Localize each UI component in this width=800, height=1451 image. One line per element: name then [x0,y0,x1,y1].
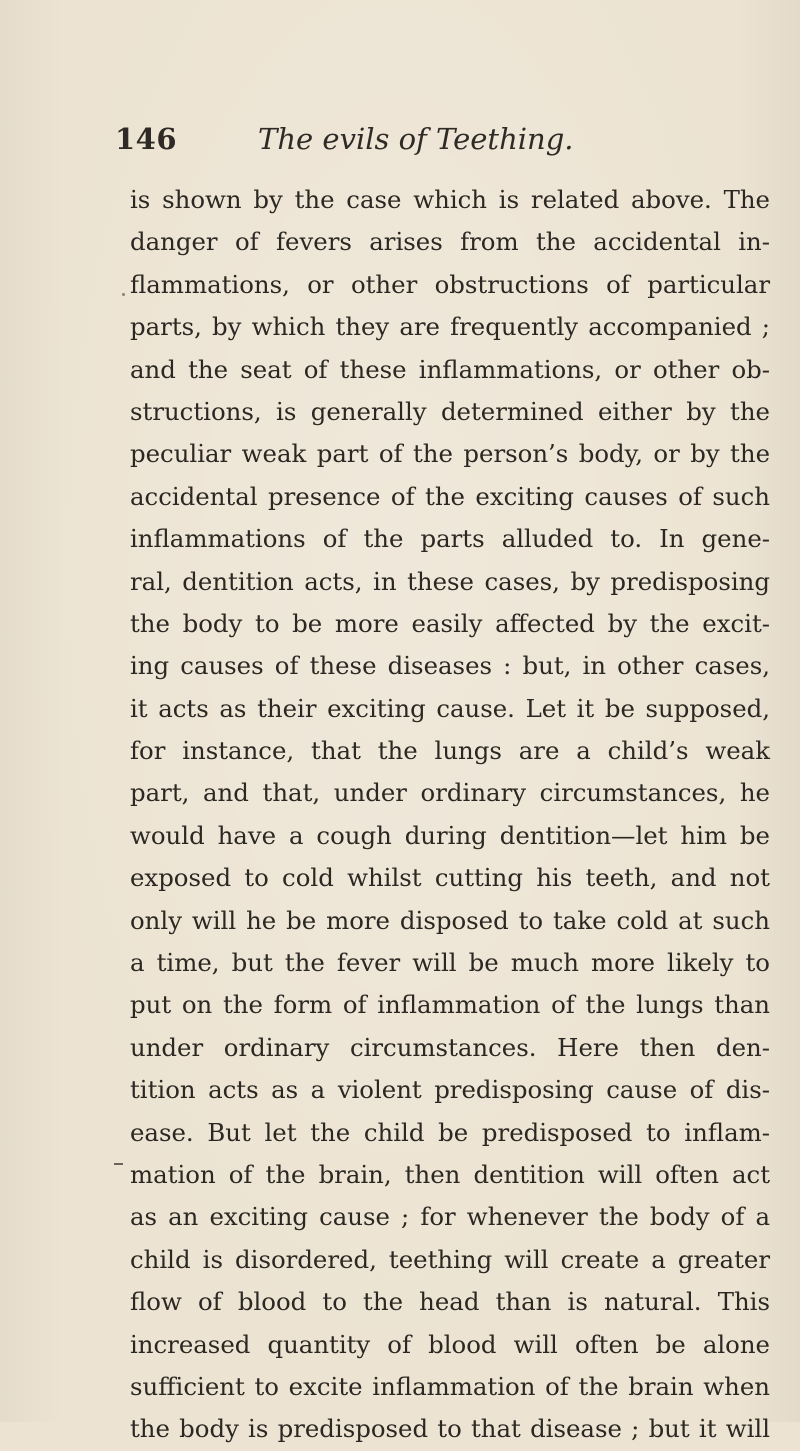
text-line: as an exciting cause ; for whenever the body of a [130,1202,770,1232]
page-number: 146 [115,122,178,156]
text-line: only will he be more disposed to take cold at such [130,905,770,935]
text-line: accidental presence of the exciting causes of such [130,481,770,511]
margin-mark [114,1163,123,1165]
text-line: peculiar weak part of the person’s body, or by the [130,439,770,469]
body-paragraph [130,179,770,1451]
text-line: ease. But let the child be predisposed to inflam- [130,1117,770,1147]
text-line: child is disordered, teething will create a greater [130,1244,770,1274]
running-head [115,122,775,162]
text-line: structions, is generally determined either by the [130,396,770,426]
text-line: increased quantity of blood will often be alone [130,1329,770,1359]
text-line: parts, by which they are frequently accompanied ; [130,312,770,342]
text-line: inflammations of the parts alluded to. In gene- [130,524,770,554]
text-line: tition acts as a violent predisposing cause of dis- [130,1075,770,1105]
text-line: danger of fevers arises from the accidental in- [130,227,770,257]
text-line: put on the form of inflammation of the lungs than [130,990,770,1020]
text-line: ral, dentition acts, in these cases, by predisposing [130,566,770,596]
text-line: mation of the brain, then dentition will often act [130,1159,770,1189]
text-line: the body to be more easily affected by the excit- [130,608,770,638]
text-line: the body is predisposed to that disease ; but it will [130,1414,770,1444]
text-line: it acts as their exciting cause. Let it be supposed, [130,693,770,723]
text-line: a time, but the fever will be much more likely to [130,948,770,978]
text-line: part, and that, under ordinary circumstances, he [130,778,770,808]
text-line: flow of blood to the head than is natural. This [130,1287,770,1317]
text-line: flammations, or other obstructions of particular [130,269,770,299]
paper-speck [122,293,125,296]
text-line: is shown by the case which is related above. The [130,185,770,214]
text-line: exposed to cold whilst cutting his teeth, and not [130,863,770,893]
text-line: under ordinary circumstances. Here then den- [130,1032,770,1062]
text-line: and the seat of these inflammations, or other ob- [130,354,770,384]
running-title: The evils of Teething. [258,122,574,156]
text-line: sufficient to excite inflammation of the brain when [130,1371,770,1401]
text-line: would have a cough during dentition—let him be [130,820,770,850]
text-line: for instance, that the lungs are a child’s weak [130,736,770,766]
text-line: ing causes of these diseases : but, in other cases, [130,651,770,681]
